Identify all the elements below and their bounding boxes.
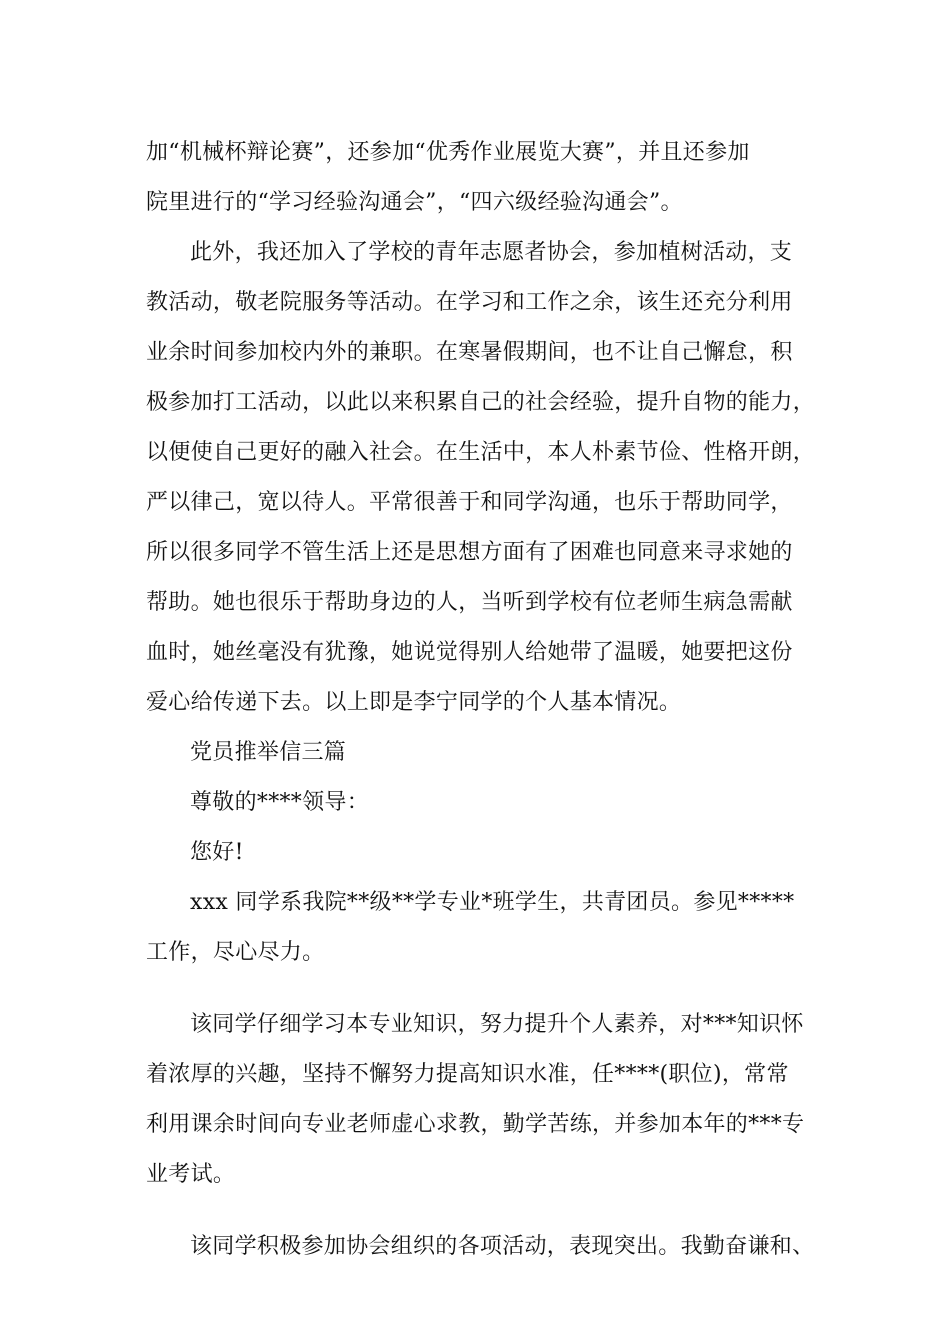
text-line: 极参加打工活动，以此以来积累自己的社会经验，提升自物的能力， [146, 390, 816, 415]
salutation: 尊敬的****领导： [190, 790, 370, 815]
text-line: 帮助。她也很乐于帮助身边的人，当听到学校有位老师生病急需献 [146, 590, 793, 615]
text-line: 血时，她丝毫没有犹豫，她说觉得别人给她带了温暖，她要把这份 [146, 640, 793, 665]
paragraph-first-line: 该同学仔细学习本专业知识，努力提升个人素养，对***知识怀 [190, 1012, 804, 1037]
text-line: 院里进行的“学习经验沟通会”，“四六级经验沟通会”。 [146, 190, 683, 215]
text-line: 爱心给传递下去。以上即是李宁同学的个人基本情况。 [146, 690, 682, 715]
paragraph-first-line: 此外，我还加入了学校的青年志愿者协会，参加植树活动，支 [190, 240, 793, 265]
text-line: 业考试。 [146, 1162, 236, 1187]
greeting: 您好! [190, 840, 244, 865]
text-line: 教活动，敬老院服务等活动。在学习和工作之余，该生还充分利用 [146, 290, 793, 315]
text-line: 利用课余时间向专业老师虚心求教，勤学苦练，并参加本年的***专 [146, 1112, 805, 1137]
text-line: 工作，尽心尽力。 [146, 940, 325, 965]
paragraph-first-line: 该同学积极参加协会组织的各项活动，表现突出。我勤奋谦和、 [190, 1234, 815, 1259]
text-line: 业余时间参加校内外的兼职。在寒暑假期间，也不让自己懈怠，积 [146, 340, 793, 365]
paragraph-first-line: xxx 同学系我院**级**学专业*班学生，共青团员。参见***** [190, 890, 795, 915]
text-line: 严以律己，宽以待人。平常很善于和同学沟通，也乐于帮助同学， [146, 490, 793, 515]
text-line: 加“机械杯辩论赛”，还参加“优秀作业展览大赛”，并且还参加 [146, 140, 750, 165]
text-line: 着浓厚的兴趣，坚持不懈努力提高知识水准，任****(职位)，常常 [146, 1062, 789, 1087]
section-title: 党员推举信三篇 [190, 740, 347, 765]
text-line: 以便使自己更好的融入社会。在生活中，本人朴素节俭、性格开朗， [146, 440, 816, 465]
text-line: 所以很多同学不管生活上还是思想方面有了困难也同意来寻求她的 [146, 540, 793, 565]
